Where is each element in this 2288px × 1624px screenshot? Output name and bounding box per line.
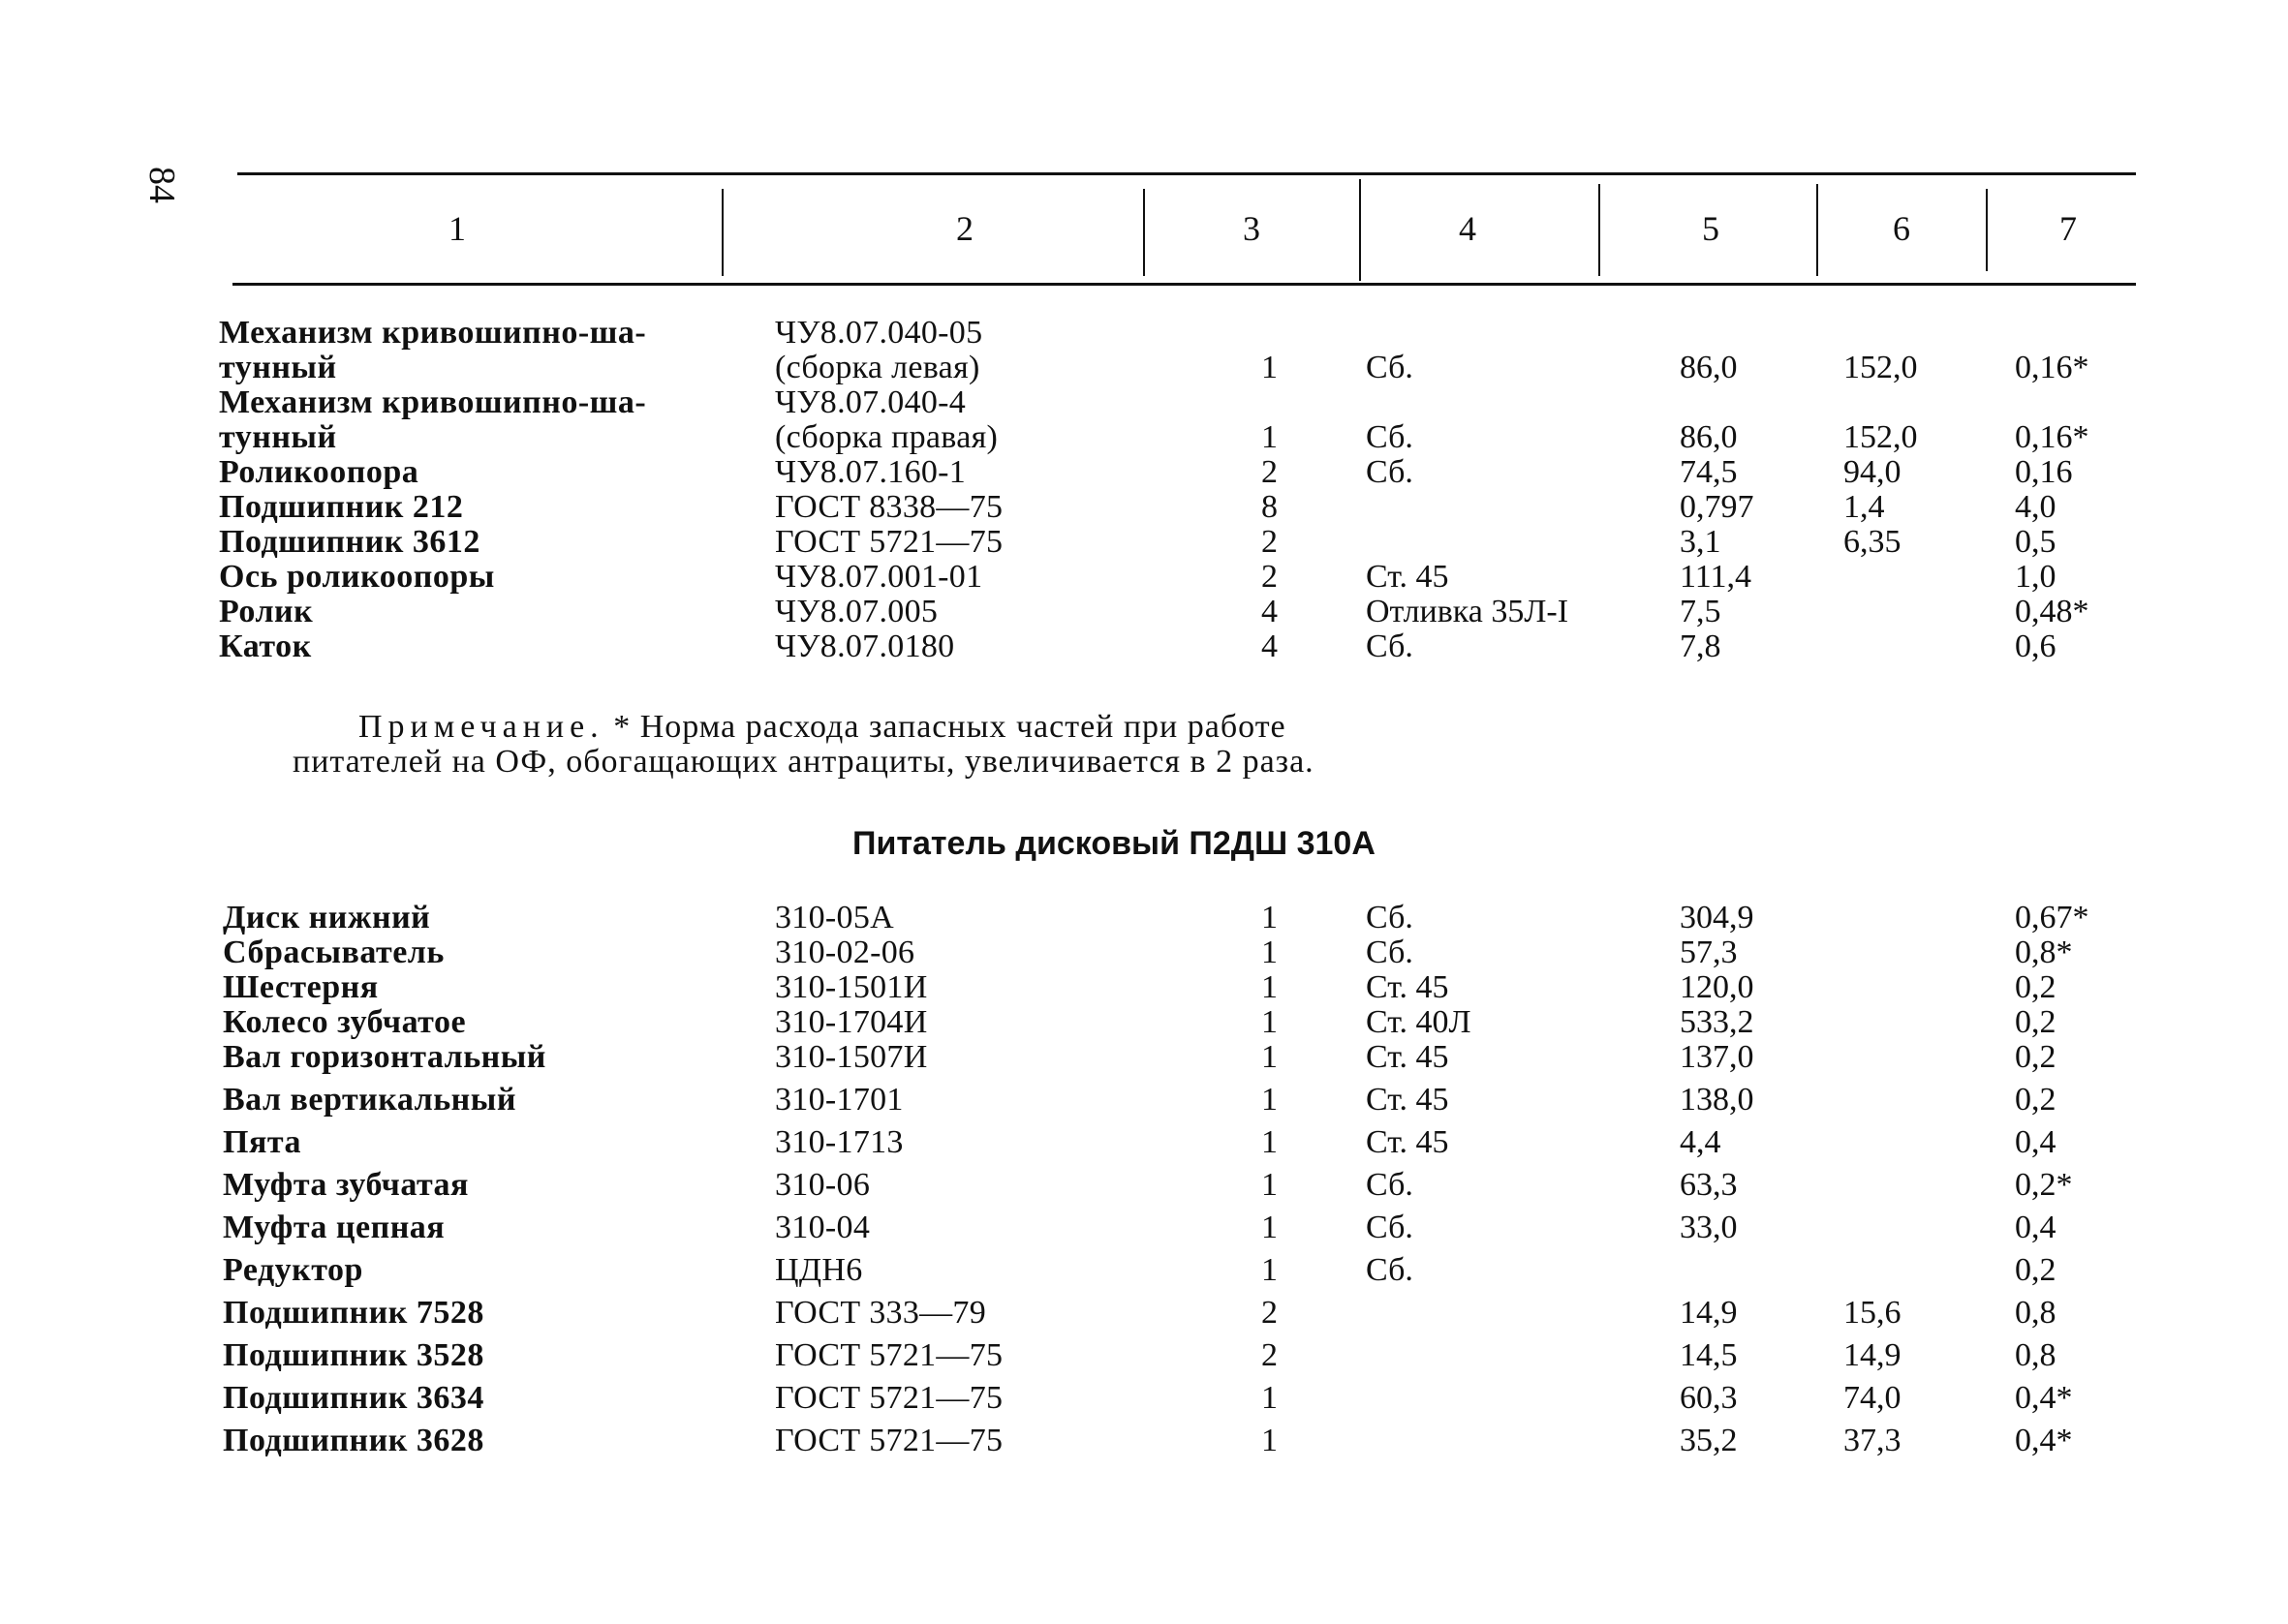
item-designation: 310-05А <box>775 900 894 935</box>
item-norm: 0,4 <box>2015 1210 2056 1245</box>
item-designation: ГОСТ 333—79 <box>775 1295 987 1331</box>
item-quantity: 4 <box>1261 594 1278 629</box>
item-mass-1: 14,9 <box>1680 1295 1738 1331</box>
item-material: Ст. 45 <box>1366 969 1449 1005</box>
item-norm: 0,2 <box>2015 969 2056 1005</box>
item-designation: 310-04 <box>775 1210 871 1245</box>
item-norm: 0,2 <box>2015 1039 2056 1075</box>
item-quantity: 2 <box>1261 524 1278 560</box>
item-name: Механизм кривошипно-ша- <box>219 384 647 420</box>
item-mass-1: 86,0 <box>1680 350 1738 385</box>
item-designation: ГОСТ 5721—75 <box>775 1337 1004 1373</box>
item-designation: ГОСТ 8338—75 <box>775 489 1004 525</box>
item-designation: 310-02-06 <box>775 935 915 970</box>
item-designation: ЧУ8.07.0180 <box>775 628 955 664</box>
item-mass-1: 57,3 <box>1680 935 1738 970</box>
column-divider <box>722 189 724 276</box>
item-quantity: 1 <box>1261 419 1278 455</box>
item-norm: 0,8 <box>2015 1295 2056 1331</box>
item-norm: 1,0 <box>2015 559 2056 595</box>
table-note-continued <box>293 744 1552 781</box>
item-quantity: 1 <box>1261 1423 1278 1458</box>
item-name: Подшипник 3528 <box>223 1337 484 1373</box>
item-designation: 310-1704И <box>775 1004 928 1040</box>
item-norm: 0,67* <box>2015 900 2089 935</box>
item-norm: 0,16* <box>2015 419 2089 455</box>
item-quantity: 1 <box>1261 1210 1278 1245</box>
item-name: Ось роликоопоры <box>219 559 495 595</box>
item-quantity: 1 <box>1261 350 1278 385</box>
column-header-5: 5 <box>1702 209 1719 248</box>
item-quantity: 8 <box>1261 489 1278 525</box>
item-name: Муфта зубчатая <box>223 1167 469 1203</box>
item-norm: 0,4* <box>2015 1380 2073 1416</box>
item-designation: ЧУ8.07.005 <box>775 594 939 629</box>
table-header-bottom-rule <box>232 283 2136 286</box>
item-mass-1: 304,9 <box>1680 900 1754 935</box>
item-mass-1: 111,4 <box>1680 559 1751 595</box>
item-mass-1: 60,3 <box>1680 1380 1738 1416</box>
column-header-4: 4 <box>1459 209 1476 248</box>
column-divider <box>1986 189 1988 271</box>
item-name: Вал горизонтальный <box>223 1039 546 1075</box>
item-norm: 4,0 <box>2015 489 2056 525</box>
item-name: Механизм кривошипно-ша- <box>219 315 647 351</box>
item-quantity: 1 <box>1261 1252 1278 1288</box>
item-name: Подшипник 7528 <box>223 1295 484 1331</box>
item-designation: ГОСТ 5721—75 <box>775 524 1004 560</box>
item-mass-2: 1,4 <box>1843 489 1885 525</box>
column-header-3: 3 <box>1243 209 1260 248</box>
item-norm: 0,8 <box>2015 1337 2056 1373</box>
item-material: Сб. <box>1366 454 1413 490</box>
column-divider <box>1816 184 1818 276</box>
note-line-1: * Норма расхода запасных частей при работе <box>613 709 1286 745</box>
item-name: Редуктор <box>223 1252 363 1288</box>
item-name: тунный <box>219 419 337 455</box>
item-name: Пята <box>223 1124 301 1160</box>
item-designation: ГОСТ 5721—75 <box>775 1423 1004 1458</box>
item-mass-1: 14,5 <box>1680 1337 1738 1373</box>
item-name: Подшипник 212 <box>219 489 464 525</box>
item-mass-1: 4,4 <box>1680 1124 1721 1160</box>
item-designation: 310-1701 <box>775 1082 904 1118</box>
item-norm: 0,5 <box>2015 524 2056 560</box>
item-mass-1: 35,2 <box>1680 1423 1738 1458</box>
item-quantity: 1 <box>1261 1167 1278 1203</box>
item-material: Сб. <box>1366 628 1413 664</box>
item-mass-2: 74,0 <box>1843 1380 1902 1416</box>
item-material: Сб. <box>1366 900 1413 935</box>
item-quantity: 1 <box>1261 1082 1278 1118</box>
item-norm: 0,4* <box>2015 1423 2073 1458</box>
item-material: Отливка 35Л-I <box>1366 594 1569 629</box>
item-material: Сб. <box>1366 419 1413 455</box>
item-mass-1: 120,0 <box>1680 969 1754 1005</box>
item-material: Сб. <box>1366 935 1413 970</box>
item-material: Ст. 45 <box>1366 1124 1449 1160</box>
item-designation: ЧУ8.07.001-01 <box>775 559 983 595</box>
item-quantity: 2 <box>1261 559 1278 595</box>
item-name: Ролик <box>219 594 314 629</box>
item-mass-1: 7,5 <box>1680 594 1721 629</box>
item-material: Ст. 45 <box>1366 559 1449 595</box>
item-designation: ЧУ8.07.040-05 <box>775 315 983 351</box>
item-name: Муфта цепная <box>223 1210 446 1245</box>
item-designation: 310-1507И <box>775 1039 928 1075</box>
item-quantity: 1 <box>1261 1039 1278 1075</box>
item-quantity: 2 <box>1261 1337 1278 1373</box>
item-designation: ЧУ8.07.160-1 <box>775 454 967 490</box>
item-mass-1: 137,0 <box>1680 1039 1754 1075</box>
item-name: Подшипник 3628 <box>223 1423 484 1458</box>
item-norm: 0,2 <box>2015 1252 2056 1288</box>
item-quantity: 2 <box>1261 1295 1278 1331</box>
column-divider <box>1143 189 1145 276</box>
item-quantity: 4 <box>1261 628 1278 664</box>
page-number: 84 <box>141 167 182 203</box>
item-norm: 0,8* <box>2015 935 2073 970</box>
item-norm: 0,2 <box>2015 1082 2056 1118</box>
note-line-2: питателей на ОФ, обогащающих антрациты, увеличивается в 2 раза. <box>293 744 1314 780</box>
item-material: Сб. <box>1366 1252 1413 1288</box>
column-header-7: 7 <box>2059 209 2077 248</box>
item-material: Ст. 40Л <box>1366 1004 1471 1040</box>
item-material: Сб. <box>1366 1167 1413 1203</box>
item-designation: (сборка правая) <box>775 419 999 455</box>
item-quantity: 2 <box>1261 454 1278 490</box>
item-name: Колесо зубчатое <box>223 1004 467 1040</box>
column-header-6: 6 <box>1893 209 1910 248</box>
item-quantity: 1 <box>1261 1124 1278 1160</box>
item-quantity: 1 <box>1261 1380 1278 1416</box>
item-name: Подшипник 3612 <box>219 524 480 560</box>
item-mass-1: 33,0 <box>1680 1210 1738 1245</box>
item-material: Сб. <box>1366 1210 1413 1245</box>
item-designation: (сборка левая) <box>775 350 980 385</box>
column-divider <box>1598 184 1600 276</box>
item-mass-1: 0,797 <box>1680 489 1754 525</box>
note-label: Примечание. <box>358 709 604 745</box>
item-material: Сб. <box>1366 350 1413 385</box>
item-mass-2: 14,9 <box>1843 1337 1902 1373</box>
item-designation: 310-1501И <box>775 969 928 1005</box>
item-quantity: 1 <box>1261 969 1278 1005</box>
item-designation: ЦДН6 <box>775 1252 863 1288</box>
item-mass-1: 7,8 <box>1680 628 1721 664</box>
column-divider <box>1359 179 1361 281</box>
item-designation: 310-06 <box>775 1167 871 1203</box>
column-header-2: 2 <box>956 209 974 248</box>
item-norm: 0,16* <box>2015 350 2089 385</box>
item-quantity: 1 <box>1261 1004 1278 1040</box>
item-name: Диск нижний <box>223 900 431 935</box>
section-title: Питатель дисковый П2ДШ 310А <box>852 825 1376 862</box>
table-top-rule <box>237 172 2136 175</box>
column-header-1: 1 <box>448 209 466 248</box>
item-name: Подшипник 3634 <box>223 1380 484 1416</box>
item-norm: 0,2* <box>2015 1167 2073 1203</box>
item-mass-2: 94,0 <box>1843 454 1902 490</box>
item-norm: 0,2 <box>2015 1004 2056 1040</box>
item-name: Шестерня <box>223 969 379 1005</box>
item-norm: 0,16 <box>2015 454 2073 490</box>
item-mass-2: 6,35 <box>1843 524 1902 560</box>
item-mass-1: 86,0 <box>1680 419 1738 455</box>
item-name: Роликоопора <box>219 454 419 490</box>
item-name: Сбрасыватель <box>223 935 445 970</box>
item-designation: ЧУ8.07.040-4 <box>775 384 967 420</box>
item-name: Вал вертикальный <box>223 1082 516 1118</box>
item-mass-2: 152,0 <box>1843 350 1918 385</box>
item-norm: 0,6 <box>2015 628 2056 664</box>
item-mass-1: 138,0 <box>1680 1082 1754 1118</box>
item-mass-1: 63,3 <box>1680 1167 1738 1203</box>
item-mass-1: 533,2 <box>1680 1004 1754 1040</box>
item-designation: ГОСТ 5721—75 <box>775 1380 1004 1416</box>
table-note <box>358 709 1618 746</box>
item-name: тунный <box>219 350 337 385</box>
item-mass-2: 37,3 <box>1843 1423 1902 1458</box>
item-name: Каток <box>219 628 312 664</box>
item-mass-2: 152,0 <box>1843 419 1918 455</box>
item-mass-2: 15,6 <box>1843 1295 1902 1331</box>
item-designation: 310-1713 <box>775 1124 904 1160</box>
item-norm: 0,48* <box>2015 594 2089 629</box>
item-material: Ст. 45 <box>1366 1039 1449 1075</box>
item-norm: 0,4 <box>2015 1124 2056 1160</box>
item-mass-1: 3,1 <box>1680 524 1721 560</box>
item-quantity: 1 <box>1261 935 1278 970</box>
item-material: Ст. 45 <box>1366 1082 1449 1118</box>
item-mass-1: 74,5 <box>1680 454 1738 490</box>
item-quantity: 1 <box>1261 900 1278 935</box>
